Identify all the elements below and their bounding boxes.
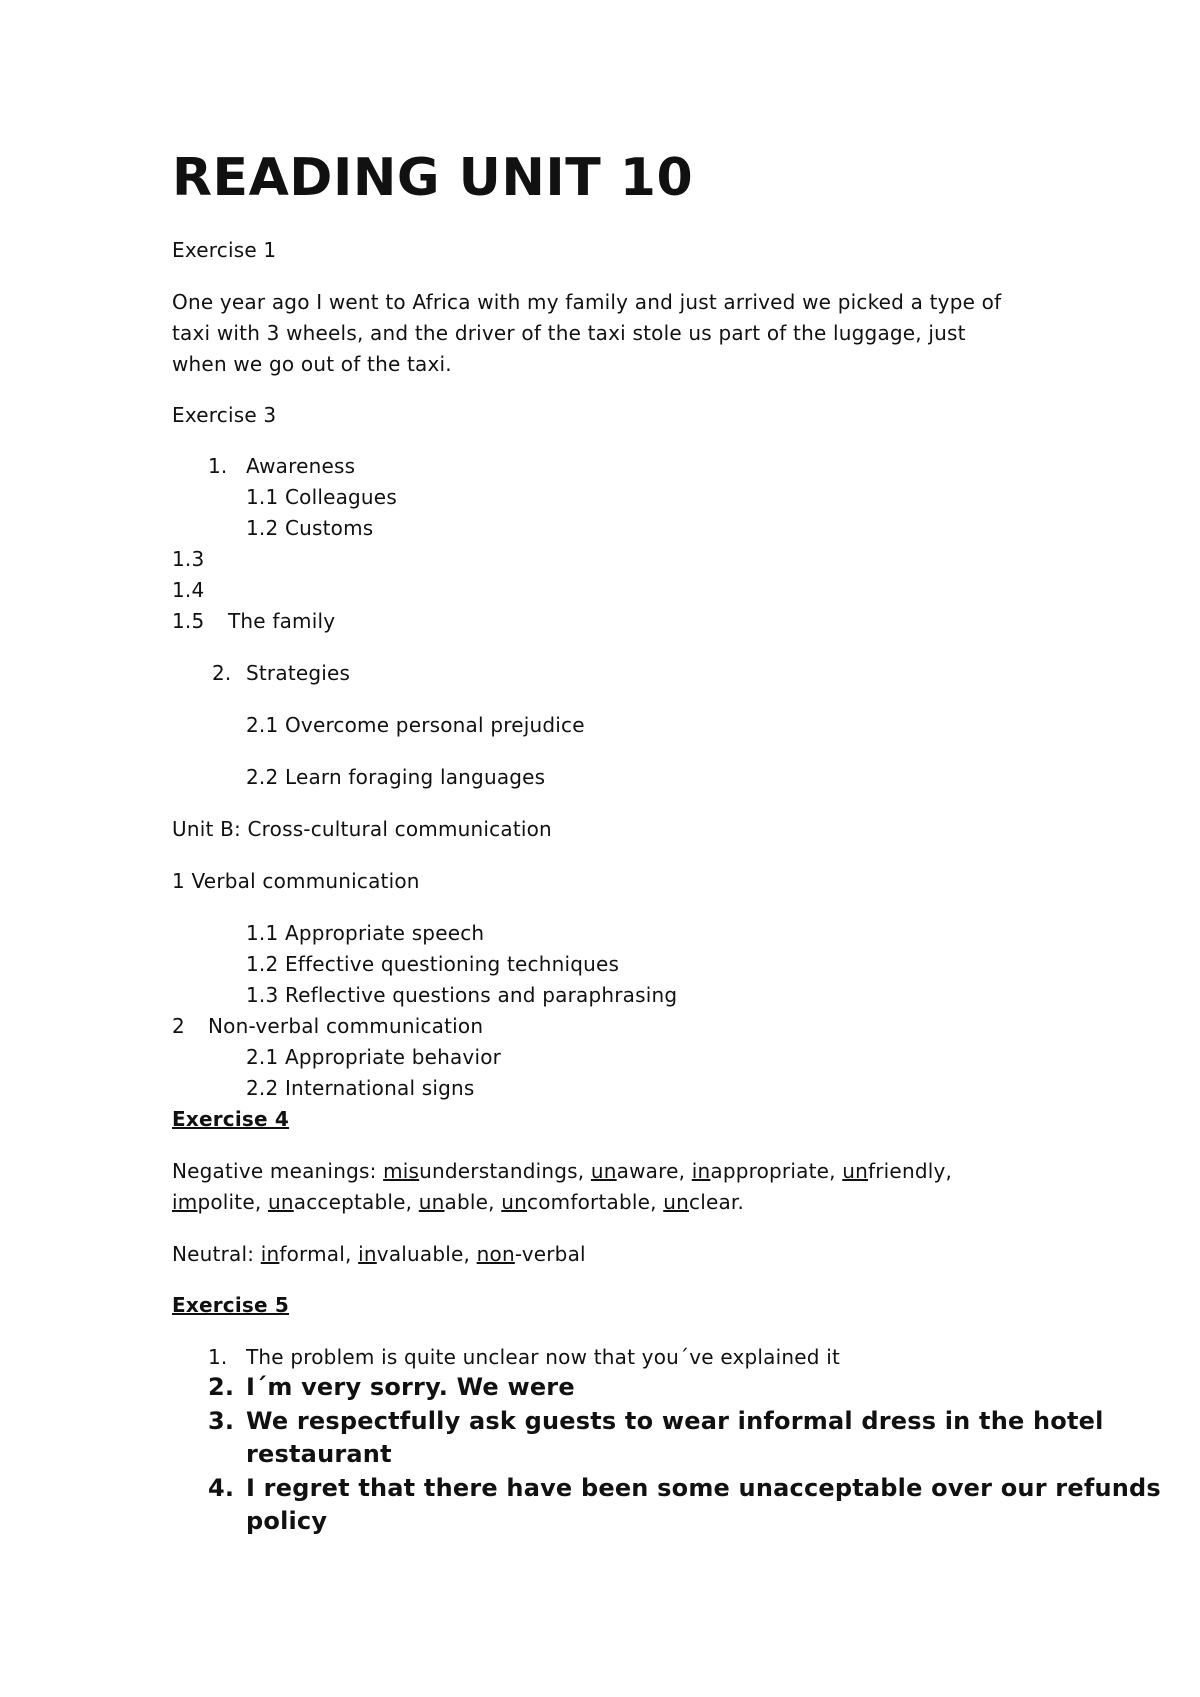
list-item xyxy=(208,1371,575,1404)
list-number: 2. xyxy=(212,661,232,685)
list-text-continuation: policy xyxy=(246,1507,328,1535)
exercise-1-text-line: One year ago I went to Africa with my family and just arrived we picked a type of xyxy=(172,290,1002,314)
exercise-4-heading: Exercise 4 xyxy=(172,1107,290,1131)
word: non-verbal xyxy=(476,1242,586,1266)
list-item xyxy=(208,451,355,482)
unit-b-heading: Unit B: Cross-cultural communication xyxy=(172,817,552,841)
list-number: 4. xyxy=(208,1474,235,1502)
list-text: The problem is quite unclear now that you´ve explained it xyxy=(246,1345,841,1369)
word: uncomfortable, xyxy=(501,1190,657,1214)
negative-label: Negative meanings: xyxy=(172,1159,377,1183)
list-text-continuation: restaurant xyxy=(246,1440,392,1468)
negative-meanings-line xyxy=(172,1187,744,1218)
list-label: The family xyxy=(228,609,336,633)
list-number: 1. xyxy=(208,454,228,478)
list-item xyxy=(172,1011,483,1042)
word: unacceptable, xyxy=(267,1190,413,1214)
list-subitem: 2.1 Overcome personal prejudice xyxy=(246,713,585,737)
word: misunderstandings, xyxy=(383,1159,585,1183)
list-subitem: 2.2 International signs xyxy=(246,1076,475,1100)
list-number: 1.5 xyxy=(172,609,205,633)
word: invaluable, xyxy=(358,1242,471,1266)
list-subitem: 2.1 Appropriate behavior xyxy=(246,1045,502,1069)
list-text: We respectfully ask guests to wear informal dress in the hotel xyxy=(246,1407,1104,1435)
exercise-1-heading: Exercise 1 xyxy=(172,238,277,262)
list-subitem: 1.2 Customs xyxy=(246,516,374,540)
list-number: 2 xyxy=(172,1014,185,1038)
negative-meanings-line xyxy=(172,1156,952,1187)
list-text: I regret that there have been some unacceptable over our refunds xyxy=(246,1474,1161,1502)
word: informal, xyxy=(260,1242,352,1266)
list-label: Non-verbal communication xyxy=(208,1014,484,1038)
exercise-3-heading: Exercise 3 xyxy=(172,403,277,427)
list-item xyxy=(208,1472,1161,1505)
list-item xyxy=(208,1342,840,1373)
list-text: I´m very sorry. We were xyxy=(246,1373,575,1401)
list-subitem: 2.2 Learn foraging languages xyxy=(246,765,546,789)
word: impolite, xyxy=(172,1190,262,1214)
word: inappropriate, xyxy=(691,1159,836,1183)
list-subitem: 1.3 xyxy=(172,547,205,571)
word: unclear. xyxy=(663,1190,745,1214)
list-item xyxy=(208,1405,1104,1438)
list-item: 1 Verbal communication xyxy=(172,869,420,893)
list-number: 1. xyxy=(208,1345,228,1369)
word: unaware, xyxy=(590,1159,686,1183)
list-subitem: 1.1 Appropriate speech xyxy=(246,921,485,945)
neutral-label: Neutral: xyxy=(172,1242,255,1266)
list-item xyxy=(212,658,350,689)
exercise-1-text-line: taxi with 3 wheels, and the driver of the taxi stole us part of the luggage, just xyxy=(172,321,966,345)
list-label: Awareness xyxy=(246,454,356,478)
neutral-line xyxy=(172,1239,586,1270)
list-subitem: 1.4 xyxy=(172,578,205,602)
list-number: 3. xyxy=(208,1407,235,1435)
word: unable, xyxy=(418,1190,495,1214)
list-subitem: 1.3 Reflective questions and paraphrasing xyxy=(246,983,678,1007)
list-label: Strategies xyxy=(246,661,351,685)
word: unfriendly, xyxy=(842,1159,953,1183)
exercise-1-text-line: when we go out of the taxi. xyxy=(172,352,452,376)
exercise-5-heading: Exercise 5 xyxy=(172,1293,290,1317)
list-number: 2. xyxy=(208,1373,235,1401)
document-page xyxy=(172,0,1161,1697)
list-subitem: 1.2 Effective questioning techniques xyxy=(246,952,620,976)
page-title: READING UNIT 10 xyxy=(172,148,694,208)
list-subitem xyxy=(172,606,335,637)
list-subitem: 1.1 Colleagues xyxy=(246,485,397,509)
